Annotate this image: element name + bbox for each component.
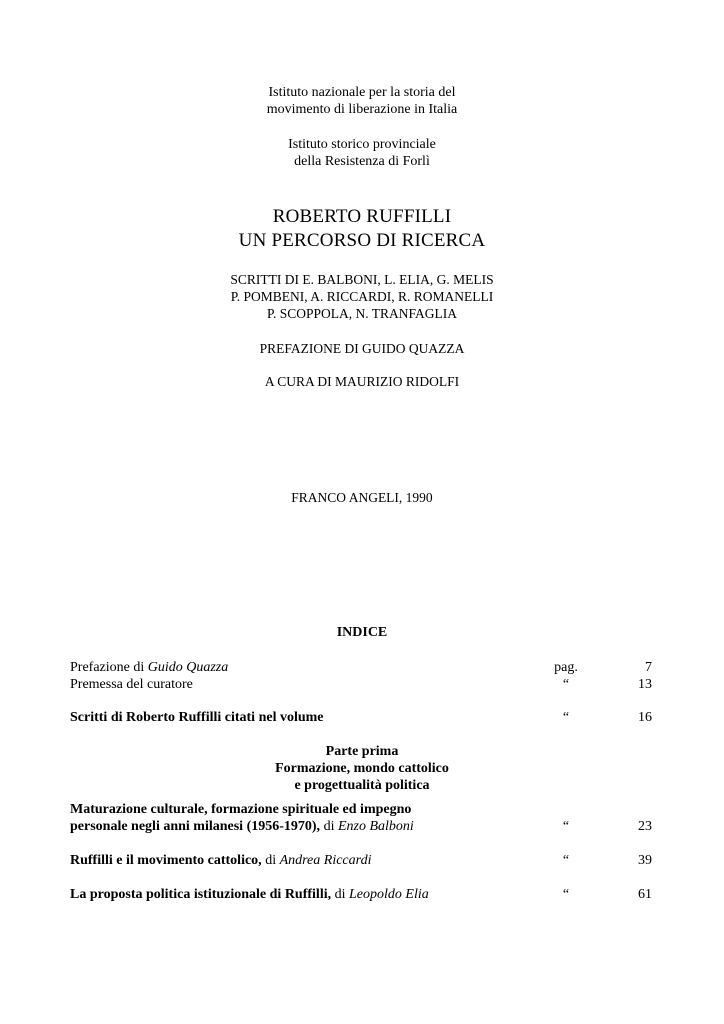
toc-entry-bold-text: La proposta politica istituzionale di Ruffilli, — [70, 887, 332, 902]
toc-page-number: 39 — [638, 853, 652, 868]
authors-line-3: P. SCOPPOLA, N. TRANFAGLIA — [266, 306, 458, 321]
publisher — [0, 489, 724, 506]
toc-entry-author: Andrea Riccardi — [279, 853, 372, 868]
editor-credit-text: A CURA DI MAURIZIO RIDOLFI — [264, 374, 460, 389]
toc-entry-author: Guido Quazza — [147, 660, 229, 675]
toc-page-number: 13 — [638, 677, 652, 692]
toc-entry-title-line-2 — [70, 818, 414, 835]
toc-entry-title-line-1: Maturazione culturale, formazione spirituale ed impegno — [70, 802, 412, 817]
part-heading — [0, 743, 724, 794]
authors-line-2: P. POMBENI, A. RICCARDI, R. ROMANELLI — [230, 289, 494, 304]
toc-entry-by: di — [331, 887, 349, 902]
toc-ditto-mark: “ — [562, 819, 570, 834]
book-title — [0, 205, 724, 253]
toc-ditto-mark: “ — [562, 710, 570, 725]
toc-entry-author: Enzo Balboni — [337, 819, 414, 834]
title-line-1: ROBERTO RUFFILLI — [272, 206, 452, 227]
preface-credit-text: PREFAZIONE DI GUIDO QUAZZA — [259, 341, 465, 356]
institute-line-3: Istituto storico provinciale — [288, 137, 436, 152]
institute-line-4: della Resistenza di Forlì — [294, 154, 430, 169]
toc-entry-bold-text: personale negli anni milanesi (1956-1970), — [70, 819, 321, 834]
publisher-text: FRANCO ANGELI, 1990 — [291, 490, 433, 505]
institutes-block — [0, 84, 724, 170]
toc-page-number: 61 — [638, 887, 652, 902]
part-heading-line-2: Formazione, mondo cattolico — [275, 761, 449, 776]
toc-entry-author: Leopoldo Elia — [349, 887, 429, 902]
authors-line-1: SCRITTI DI E. BALBONI, L. ELIA, G. MELIS — [230, 272, 494, 287]
title-line-2: UN PERCORSO DI RICERCA — [238, 230, 486, 251]
preface-credit — [0, 340, 724, 357]
index-heading: INDICE — [336, 625, 388, 640]
toc-page-marker: pag. — [554, 660, 578, 675]
toc-page-number: 7 — [645, 660, 652, 675]
toc-entry-bold-text: Ruffilli e il movimento cattolico, — [70, 853, 262, 868]
toc-ditto-mark: “ — [562, 677, 570, 692]
toc-entry-title — [70, 659, 228, 676]
authors-block — [0, 271, 724, 322]
toc-entry-by: di — [320, 819, 338, 834]
toc-page-number: 16 — [638, 710, 652, 725]
toc-ditto-mark: “ — [562, 887, 570, 902]
toc-entry-title: Premessa del curatore — [70, 677, 193, 692]
toc-entry-by: di — [261, 853, 280, 868]
editor-credit — [0, 373, 724, 390]
toc-entry-text: Prefazione di — [70, 660, 148, 675]
part-heading-line-1: Parte prima — [325, 744, 399, 759]
toc-entry-title — [70, 852, 371, 869]
toc-ditto-mark: “ — [562, 853, 570, 868]
toc-entry-title — [70, 886, 429, 903]
part-heading-line-3: e progettualità politica — [294, 778, 430, 793]
institute-line-2: movimento di liberazione in Italia — [266, 102, 458, 117]
toc-entry-title: Scritti di Roberto Ruffilli citati nel volume — [70, 710, 324, 725]
institute-line-1: Istituto nazionale per la storia del — [268, 85, 456, 100]
toc-page-number: 23 — [638, 819, 652, 834]
